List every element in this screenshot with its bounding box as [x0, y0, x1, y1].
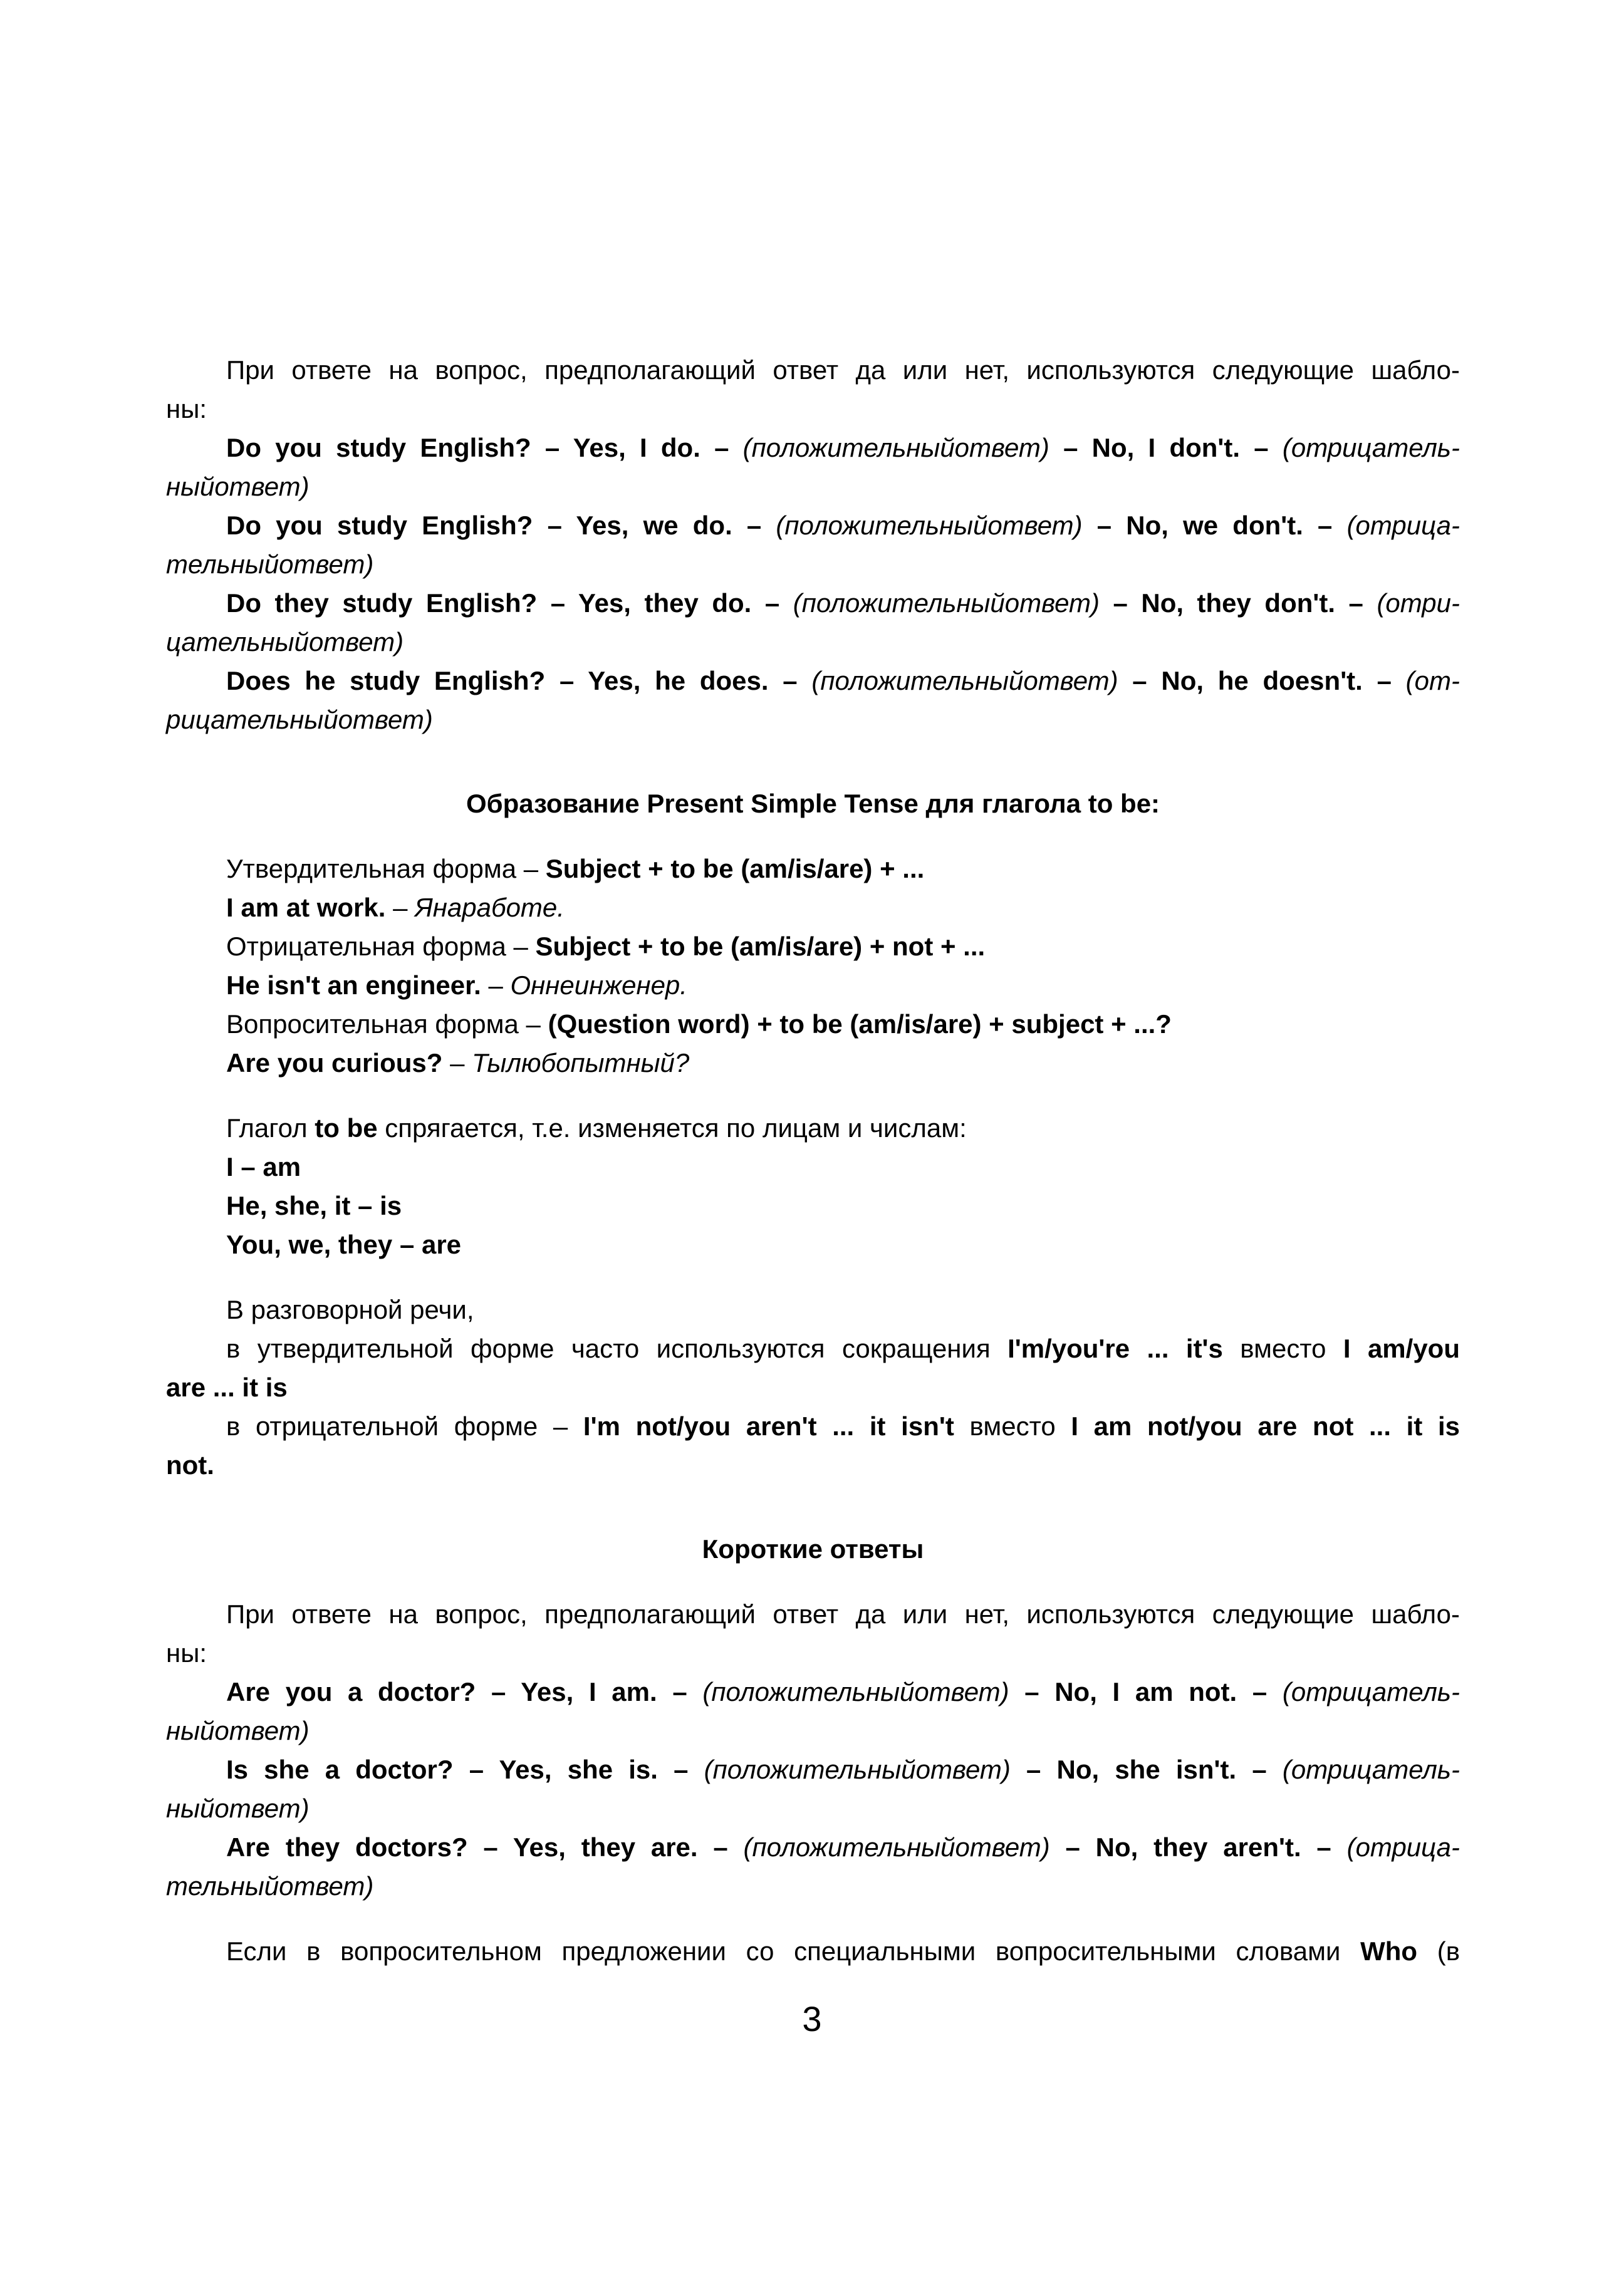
text-line [166, 1595, 1460, 1634]
text-run: He, she, it – is [226, 1191, 402, 1220]
text-line [166, 784, 1460, 823]
paragraph [166, 966, 1460, 1005]
text-run: Is she a doctor? – Yes, she is. – [226, 1755, 704, 1784]
text-line [166, 1225, 1460, 1264]
text-line [166, 849, 1460, 888]
text-line [166, 1368, 1460, 1407]
text-run: are ... it is [166, 1373, 288, 1402]
text-line [166, 888, 1460, 927]
text-run: При ответе на вопрос, предполагающий ответ да или нет, используются следующие шабло- [226, 355, 1460, 385]
text-run: Янаработе. [415, 893, 565, 922]
text-run: I am not/you are not ... it is [1071, 1411, 1460, 1441]
text-run: ныйответ) [166, 1716, 310, 1745]
text-run: (положительныйответ) [742, 433, 1049, 462]
text-line [166, 1407, 1460, 1446]
text-line [166, 662, 1460, 700]
paragraph [166, 1932, 1460, 1971]
text-line [166, 1712, 1460, 1750]
text-line [166, 1750, 1460, 1789]
text-run: (положительныйответ) [793, 588, 1100, 618]
text-run: цательныйответ) [166, 627, 404, 657]
paragraph [166, 888, 1460, 927]
text-line [166, 429, 1460, 467]
paragraph [166, 1187, 1460, 1225]
text-line [166, 390, 1460, 429]
text-run: (от- [1405, 666, 1460, 695]
text-run: Глагол [226, 1113, 315, 1143]
paragraph [166, 1828, 1460, 1906]
text-run: Do you study English? – Yes, I do. – [226, 433, 743, 462]
text-line [166, 1187, 1460, 1225]
text-run: (положительныйответ) [776, 511, 1083, 540]
paragraph [166, 1673, 1460, 1750]
text-run: Do you study English? – Yes, we do. – [226, 511, 776, 540]
text-run: He isn't an engineer. [226, 970, 481, 1000]
text-line [166, 1148, 1460, 1187]
text-run: – No, they don't. – [1099, 588, 1377, 618]
text-run: ны: [166, 394, 207, 423]
text-run: Утвердительная форма – [226, 854, 546, 883]
text-line [166, 966, 1460, 1005]
text-line [166, 1329, 1460, 1368]
paragraph [166, 584, 1460, 662]
text-run: Subject + to be (am/is/are) + not + ... [535, 932, 986, 961]
text-run: Вопросительная форма – [226, 1009, 548, 1039]
text-run: Если в вопросительном предложении со специальными вопросительными словами [226, 1936, 1361, 1966]
text-line [166, 1867, 1460, 1906]
paragraph [166, 662, 1460, 739]
text-run: – [481, 970, 511, 1000]
paragraph [166, 1148, 1460, 1187]
text-run: При ответе на вопрос, предполагающий ответ да или нет, используются следующие шабло- [226, 1599, 1460, 1629]
text-run: – [442, 1048, 472, 1078]
text-run: – No, they aren't. – [1049, 1832, 1347, 1862]
text-line [166, 1932, 1460, 1971]
text-run: спрягается, т.е. изменяется по лицам и числам: [377, 1113, 967, 1143]
text-run: (положительныйответ) [702, 1677, 1009, 1706]
text-line [166, 467, 1460, 506]
text-line [166, 1005, 1460, 1044]
text-run: I am at work. [226, 893, 386, 922]
text-line [166, 623, 1460, 662]
text-run: (положительныйответ) [811, 666, 1118, 695]
text-run: (отрица- [1346, 1832, 1460, 1862]
text-line [166, 1634, 1460, 1673]
text-run: Are you a doctor? – Yes, I am. – [226, 1677, 703, 1706]
text-line [166, 927, 1460, 966]
paragraph [166, 849, 1460, 888]
text-line [166, 1789, 1460, 1828]
text-run: Do they study English? – Yes, they do. – [226, 588, 793, 618]
text-run: тельныйответ) [166, 549, 374, 579]
text-line [166, 1291, 1460, 1329]
paragraph [166, 1750, 1460, 1828]
paragraph [166, 1109, 1460, 1148]
paragraph [166, 1005, 1460, 1044]
text-line [166, 1109, 1460, 1148]
text-run: not. [166, 1450, 214, 1480]
text-run: Subject + to be (am/is/are) + ... [545, 854, 925, 883]
text-run: (Question word) + to be (am/is/are) + subject + ...? [548, 1009, 1172, 1039]
text-run: I'm/you're ... it's [1007, 1334, 1223, 1363]
paragraph [166, 927, 1460, 966]
text-run: В разговорной речи, [226, 1295, 474, 1324]
text-run: (отрица- [1346, 511, 1460, 540]
section-heading [166, 1530, 1460, 1569]
text-run: – No, I am not. – [1009, 1677, 1283, 1706]
paragraph [166, 429, 1460, 506]
paragraph [166, 1329, 1460, 1407]
text-run: Who [1360, 1936, 1418, 1966]
text-run: Тылюбопытный? [472, 1048, 690, 1078]
text-run: I am/you [1343, 1334, 1460, 1363]
text-run: Are they doctors? – Yes, they are. – [226, 1832, 744, 1862]
text-run: Оннеинженер. [510, 970, 687, 1000]
text-line [166, 700, 1460, 739]
text-line [166, 1828, 1460, 1867]
paragraph [166, 351, 1460, 429]
text-run: ны: [166, 1638, 207, 1668]
text-run: тельныйответ) [166, 1871, 374, 1901]
text-run: (отри- [1377, 588, 1460, 618]
text-run: (отрицатель- [1282, 1755, 1460, 1784]
text-run: You, we, they – are [226, 1230, 462, 1259]
text-run: Отрицательная форма – [226, 932, 536, 961]
text-line [166, 1530, 1460, 1569]
text-run: ныйответ) [166, 1794, 310, 1823]
text-run: ныйответ) [166, 472, 310, 501]
paragraph [166, 1291, 1460, 1329]
text-run: (положительныйответ) [743, 1832, 1050, 1862]
text-run: вместо [954, 1411, 1071, 1441]
text-line [166, 1673, 1460, 1712]
text-line [166, 1044, 1460, 1083]
paragraph [166, 1407, 1460, 1485]
text-run: – No, she isn't. – [1010, 1755, 1283, 1784]
paragraph [166, 1595, 1460, 1673]
text-run: – No, we don't. – [1082, 511, 1347, 540]
paragraph [166, 1225, 1460, 1264]
section-heading [166, 784, 1460, 823]
text-line [166, 1446, 1460, 1485]
paragraph [166, 506, 1460, 584]
text-run: в утвердительной форме часто используются сокращения [226, 1334, 1008, 1363]
text-line [166, 545, 1460, 584]
text-run: Образование Present Simple Tense для глагола to be: [466, 789, 1160, 818]
text-run: – No, I don't. – [1049, 433, 1283, 462]
text-run: Are you curious? [226, 1048, 443, 1078]
document-body [166, 0, 1460, 1971]
text-run: (отрицатель- [1282, 433, 1460, 462]
text-run: I'm not/you aren't ... it isn't [583, 1411, 954, 1441]
text-run: (отрицатель- [1282, 1677, 1460, 1706]
text-line [166, 351, 1460, 390]
text-line [166, 584, 1460, 623]
text-run: (положительныйответ) [704, 1755, 1011, 1784]
text-run: to be [315, 1113, 378, 1143]
paragraph [166, 1044, 1460, 1083]
text-run: Does he study English? – Yes, he does. – [226, 666, 812, 695]
text-run: в отрицательной форме – [226, 1411, 583, 1441]
page-number: 3 [802, 1999, 822, 2039]
text-run: – [385, 893, 415, 922]
text-run: вместо [1222, 1334, 1343, 1363]
text-run: рицательныйответ) [166, 705, 433, 734]
text-run: Короткие ответы [702, 1534, 924, 1564]
text-run: – No, he doesn't. – [1118, 666, 1406, 695]
text-line [166, 506, 1460, 545]
text-run: (в [1417, 1936, 1460, 1966]
text-run: I – am [226, 1152, 301, 1182]
